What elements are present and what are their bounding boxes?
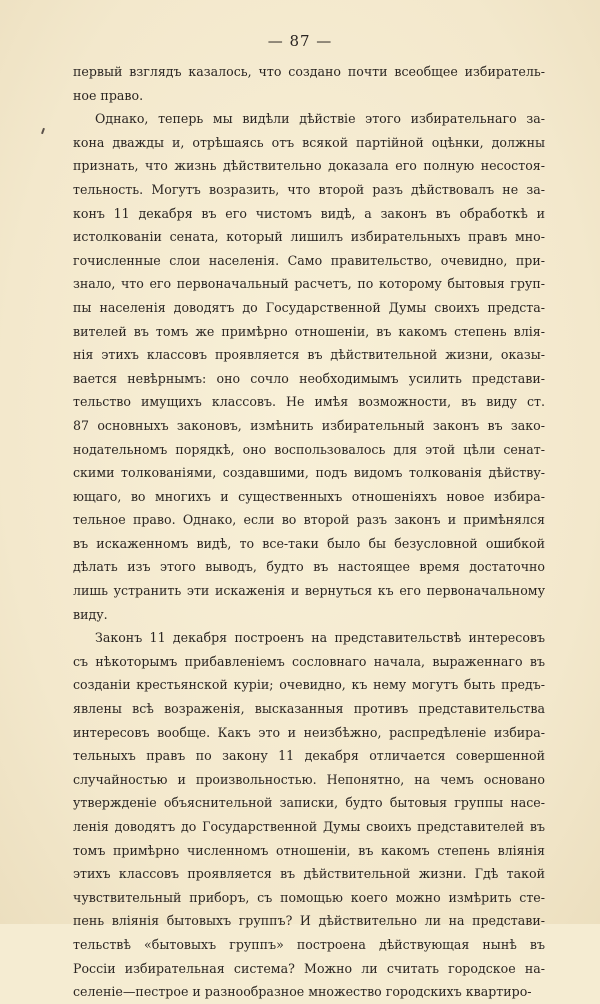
text-line: интересовъ вообще. Какъ это и неизбѣжно, распредѣленіе избира-	[73, 724, 545, 740]
text-line: первый взглядъ казалось, что создано почти всеобщее избиратель-	[73, 64, 545, 79]
text-line: дѣлать изъ этого выводъ, будто въ настоящее время достаточно	[73, 559, 545, 575]
text-line: тельныхъ правъ по закону 11 декабря отличается совершенной	[73, 748, 545, 764]
text-line: конъ 11 декабря въ его чистомъ видѣ, а законъ въ обработкѣ и	[73, 205, 545, 221]
text-line: созданіи крестьянской куріи; очевидно, къ нему могутъ быть предъ-	[73, 677, 545, 693]
text-line: нодательномъ порядкѣ, оно воспользовалось для этой цѣли сенат-	[73, 441, 545, 457]
paragraph	[73, 626, 545, 1004]
margin-mark	[41, 128, 45, 134]
text-line: ленія доводятъ до Государственной Думы своихъ представителей въ	[73, 819, 545, 834]
text-line: гочисленные слои населенія. Само правительство, очевидно, при-	[73, 252, 545, 268]
text-line: Россіи избирательная система? Можно ли считать городское на-	[73, 960, 545, 976]
text-line: Законъ 11 декабря построенъ на представительствѣ интересовъ	[95, 630, 545, 646]
text-line: тельство имущихъ классовъ. Не имѣя возможности, въ виду ст.	[73, 394, 545, 410]
text-line: скими толкованіями, создавшими, подъ видомъ толкованія дѣйству-	[73, 465, 545, 481]
paragraph	[73, 107, 545, 626]
text-line: случайностью и произвольностью. Непонятно, на чемъ основано	[73, 771, 545, 787]
text-line: тельное право. Однако, если во второй разъ законъ и примѣнялся	[73, 512, 545, 528]
text-line: утвержденіе объяснительной записки, будто бытовыя группы насе-	[73, 795, 545, 811]
text-line: ное право.	[73, 87, 144, 103]
text-line: пень вліянія бытовыхъ группъ? И дѣйствительно ли на представи-	[73, 913, 545, 929]
text-line: ющаго, во многихъ и существенныхъ отношеніяхъ новое избира-	[73, 488, 545, 504]
text-line: томъ примѣрно численномъ отношеніи, въ какомъ степень вліянія	[73, 842, 545, 858]
text-line: чувствительный приборъ, съ помощью коего можно измѣрить сте-	[73, 889, 545, 905]
text-line: тельность. Могутъ возразить, что второй разъ дѣйствовалъ не за-	[73, 181, 545, 197]
text-line: въ искаженномъ видѣ, то все-таки было бы безусловной ошибкой	[73, 535, 545, 551]
text-line: признать, что жизнь дѣйствительно доказала его полную несостоя-	[73, 158, 545, 174]
text-line: знало, что его первоначальный расчетъ, по которому бытовыя груп-	[73, 276, 545, 292]
page-number: — 87 —	[267, 32, 333, 50]
text-line: вителей въ томъ же примѣрно отношеніи, въ какомъ степень влія-	[73, 323, 545, 339]
text-line: истолкованіи сената, который лишилъ избирательныхъ правъ мно-	[73, 229, 545, 245]
text-line: Однако, теперь мы видѣли дѣйствіе этого избирательнаго за-	[95, 111, 545, 127]
text-line: съ нѣкоторымъ прибавленіемъ сословнаго начала, выраженнаго въ	[73, 653, 545, 669]
text-line: этихъ классовъ проявляется въ дѣйствительной жизни. Гдѣ такой	[73, 866, 545, 882]
text-line: вается невѣрнымъ: оно сочло необходимымъ усилить представи-	[73, 370, 545, 386]
text-line: лишь устранить эти искаженія и вернуться къ его первоначальному	[73, 583, 545, 599]
body-text	[73, 60, 545, 1004]
text-line: кона дважды и, отрѣшаясь отъ всякой партійной оцѣнки, должны	[73, 134, 545, 150]
paragraph	[73, 60, 545, 107]
text-line: тельствѣ «бытовыхъ группъ» построена дѣйствующая нынѣ въ	[73, 936, 545, 952]
text-line: пы населенія доводятъ до Государственной Думы своихъ предста-	[73, 299, 545, 315]
text-line: виду.	[73, 606, 108, 622]
text-line: 87 основныхъ законовъ, измѣнить избирательный законъ въ зако-	[73, 417, 545, 433]
text-line: селеніе—пестрое и разнообразное множество городскихъ квартиро-	[73, 984, 532, 1000]
text-line: нія этихъ классовъ проявляется въ дѣйствительной жизни, оказы-	[73, 347, 545, 363]
text-line: явлены всѣ возраженія, высказанныя противъ представительства	[73, 701, 545, 717]
